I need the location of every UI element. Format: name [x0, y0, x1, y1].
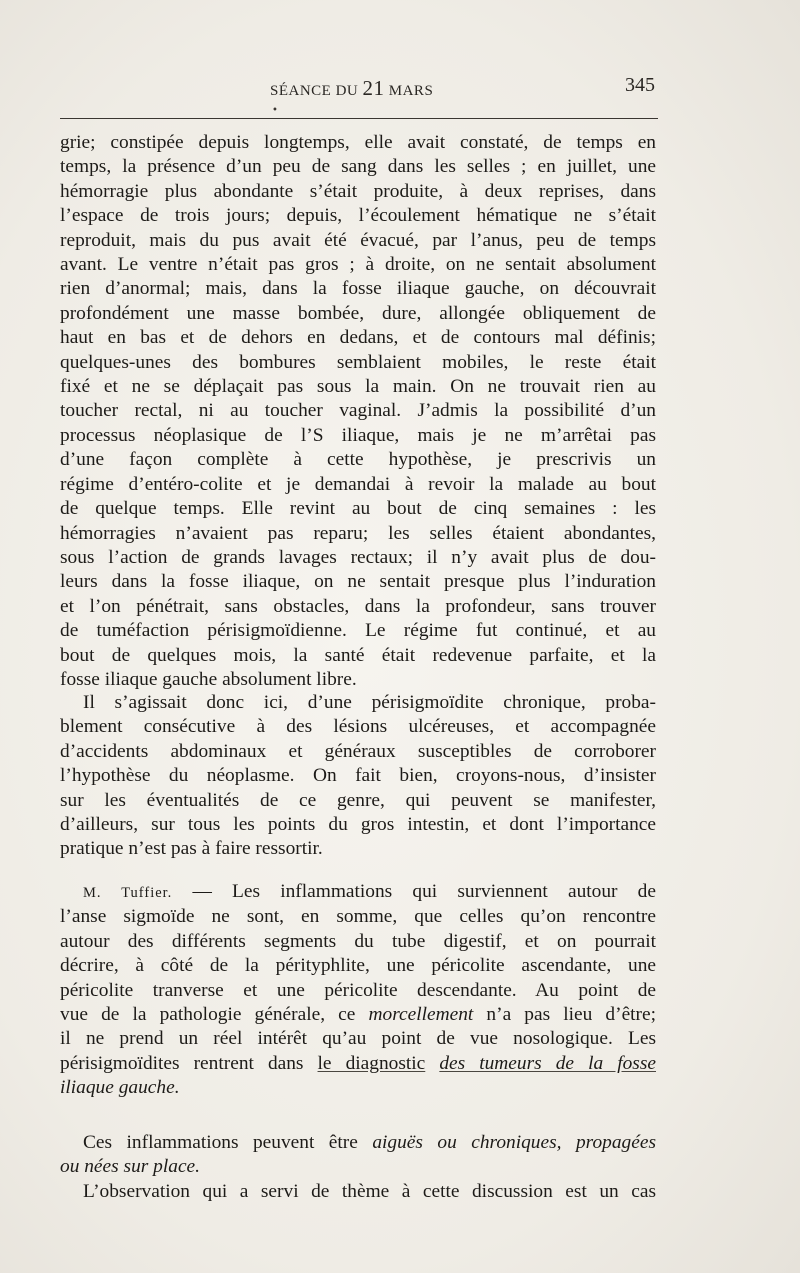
text-line: leurs dans la fosse iliaque, on ne sentait presque plus l’induration — [60, 571, 656, 593]
italic-underlined-phrase: des tumeurs de la fosse — [439, 1052, 656, 1074]
text-line: quelques-unes des bombures semblaient mobiles, le reste était — [60, 351, 656, 373]
header-title — [270, 76, 433, 101]
text-line: l’espace de trois jours; depuis, l’écoulement hématique ne s’était — [60, 205, 656, 227]
text-line: processus néoplasique de l’S iliaque, mais je ne m’arrêtai pas — [60, 424, 656, 446]
text-line: décrire, à côté de la pérityphlite, une péricolite ascendante, une — [60, 955, 656, 977]
text-line: grie; constipée depuis longtemps, elle avait constaté, de temps en — [60, 132, 656, 153]
text-line: blement consécutive à des lésions ulcéreuses, et accompagnée — [60, 716, 656, 738]
header-title-prefix: SÉANCE DU — [270, 83, 363, 99]
text-line: de quelque temps. Elle revint au bout de cinq semaines : les — [60, 498, 656, 520]
text-line: hémorragie plus abondante s’était produite, à deux reprises, dans — [60, 180, 656, 202]
text-line — [60, 1155, 656, 1179]
underlined-phrase: le diagnostic — [317, 1052, 426, 1074]
text-line: d’une façon complète à cette hypothèse, je prescrivis un — [60, 449, 656, 471]
text-line: il ne prend un réel intérêt qu’au point de vue nosologique. Les — [60, 1028, 656, 1050]
text-line: Il s’agissait donc ici, d’une périsigmoïdite chronique, proba- — [83, 692, 656, 713]
paragraph-tuffier — [60, 880, 656, 1101]
text-line: de tuméfaction périsigmoïdienne. Le régime fut continué, et au — [60, 620, 656, 642]
text-line: Ces inflammations peuvent être aiguës ou chroniques, propagées — [83, 1132, 657, 1153]
text-line: M. Tuffier. — Les inflammations qui surviennent autour de — [83, 881, 656, 902]
text-line: d’accidents abdominaux et généraux susceptibles de corroborer — [60, 740, 656, 762]
text-line: l’anse sigmoïde ne sont, en somme, que celles qu’on rencontre — [60, 906, 656, 928]
page-number: 345 — [625, 74, 655, 96]
text-line: autour des différents segments du tube digestif, et on pourrait — [60, 930, 656, 952]
text-line: et l’on pénétrait, sans obstacles, dans la profondeur, sans trouver — [60, 595, 656, 617]
text-line: fosse iliaque gauche absolument libre. — [60, 668, 357, 690]
header-rule — [60, 118, 658, 119]
text-line: avant. Le ventre n’était pas gros ; à droite, on ne sentait absolument — [60, 254, 656, 276]
italic-term: morcellement — [368, 1004, 474, 1026]
text-line: hémorragies n’avaient pas reparu; les selles étaient abondantes, — [60, 522, 656, 544]
text-line: pratique n’est pas à faire ressortir. — [60, 838, 323, 860]
text-line: rien d’anormal; mais, dans la fosse iliaque gauche, on découvrait — [60, 278, 656, 300]
text-line: fixé et ne se déplaçait pas sous la main. On ne trouvait rien au — [60, 376, 656, 398]
paragraph-conclusion — [60, 691, 656, 862]
text-line — [60, 1076, 656, 1100]
running-header — [60, 74, 655, 102]
paragraph-inflammations — [60, 1131, 656, 1180]
text-line: sur les éventualités de ce genre, qui peuvent se manifester, — [60, 789, 656, 811]
header-title-day: 21 — [362, 76, 385, 100]
speaker-name: M. Tuffier. — [83, 885, 173, 901]
text-line: bout de quelques mois, la santé était redevenue parfaite, et la — [60, 644, 656, 666]
italic-phrase: iliaque gauche. — [60, 1077, 180, 1099]
text-line: périsigmoïdites rentrent dans le diagnostic des tumeurs de la fosse — [60, 1052, 656, 1074]
italic-phrase: aiguës ou chroniques, propagées — [372, 1132, 657, 1153]
text-line: temps, la présence d’un peu de sang dans les selles ; en juillet, une — [60, 156, 656, 178]
paragraph-case-report — [60, 131, 656, 692]
text-line: L’observation qui a servi de thème à cette discussion est un cas — [83, 1181, 656, 1202]
text-line: toucher rectal, ni au toucher vaginal. J’admis la possibilité d’un — [60, 400, 656, 422]
text-line: vue de la pathologie générale, ce morcellement n’a pas lieu d’être; — [60, 1004, 657, 1026]
text-line: d’ailleurs, sur tous les points du gros intestin, et dont l’importance — [60, 814, 656, 836]
italic-phrase: ou nées sur place. — [60, 1156, 201, 1178]
header-title-month: MARS — [384, 83, 434, 99]
text-line: haut en bas et de dehors en dedans, et de contours mal définis; — [60, 327, 656, 349]
paragraph-observation — [60, 1180, 656, 1204]
text-line: régime d’entéro-colite et je demandai à revoir la malade au bout — [60, 473, 656, 495]
text-line: l’hypothèse du néoplasme. On fait bien, croyons-nous, d’insister — [60, 765, 656, 787]
text-line: profondément une masse bombée, dure, allongée obliquement de — [60, 302, 656, 324]
text-line: péricolite tranverse et une péricolite descendante. Au point de — [60, 979, 656, 1001]
text-line: reproduit, mais du pus avait été évacué, par l’anus, peu de temps — [60, 229, 656, 251]
text-line: sous l’action de grands lavages rectaux; il n’y avait plus de dou- — [60, 546, 656, 568]
header-dot: • — [272, 105, 278, 116]
